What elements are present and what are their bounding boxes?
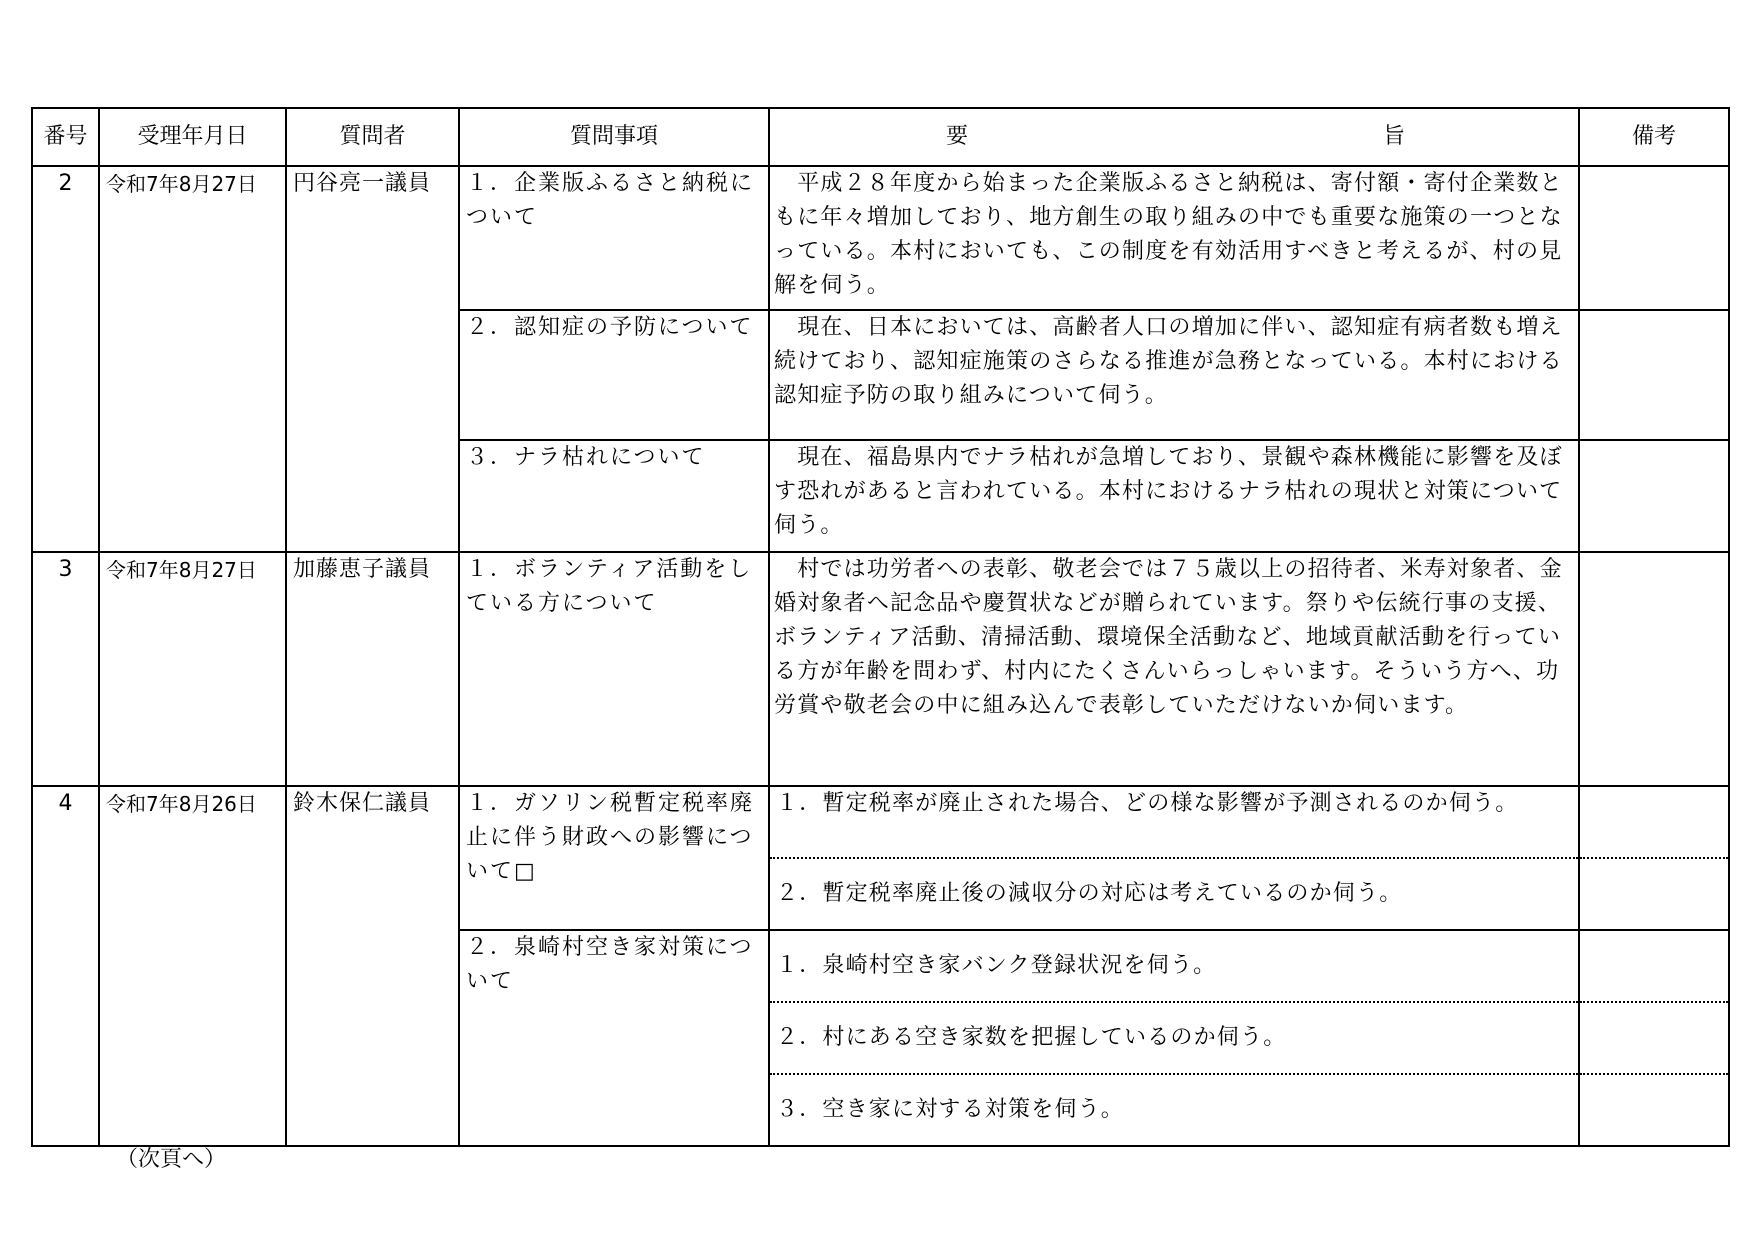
header-row	[32, 108, 1729, 166]
cell-item: ２．認知症の予防について	[459, 310, 769, 440]
cell-remarks	[1579, 552, 1729, 786]
cell-date: 令和7年8月27日	[99, 552, 286, 786]
header-remarks: 備考	[1579, 108, 1729, 166]
cell-item: １．ボランティア活動をしている方について	[459, 552, 769, 786]
cell-gist: 現在、日本においては、高齢者人口の増加に伴い、認知症有病者数も増え続けており、認知症施策のさらなる推進が急務となっている。本村における認知症予防の取り組みについて伺う。	[769, 310, 1579, 440]
header-item: 質問事項	[459, 108, 769, 166]
cell-gist-sub: １．暫定税率が廃止された場合、どの様な影響が予測されるのか伺う。	[769, 786, 1579, 858]
cell-remarks	[1579, 166, 1729, 310]
cell-item: ３．ナラ枯れについて	[459, 440, 769, 552]
table-row	[32, 552, 1729, 786]
cell-remarks	[1579, 858, 1729, 930]
cell-gist-sub: ２．暫定税率廃止後の減収分の対応は考えているのか伺う。	[769, 858, 1579, 930]
cell-gist-sub: ３．空き家に対する対策を伺う。	[769, 1074, 1579, 1146]
cell-number: 4	[32, 786, 99, 1146]
cell-gist-sub: １．泉崎村空き家バンク登録状況を伺う。	[769, 930, 1579, 1002]
cell-remarks	[1579, 1074, 1729, 1146]
question-table	[31, 107, 1730, 1147]
cell-remarks	[1579, 310, 1729, 440]
cell-gist: 平成２８年度から始まった企業版ふるさと納税は、寄付額・寄付企業数ともに年々増加しており、地方創生の取り組みの中でも重要な施策の一つとなっている。本村においても、この制度を有効活用すべきと考えるが、村の見解を伺う。	[769, 166, 1579, 310]
cell-remarks	[1579, 440, 1729, 552]
cell-questioner: 鈴木保仁議員	[286, 786, 459, 1146]
cell-gist: 現在、福島県内でナラ枯れが急増しており、景観や森林機能に影響を及ぼす恐れがあると言われている。本村におけるナラ枯れの現状と対策について伺う。	[769, 440, 1579, 552]
cell-remarks	[1579, 1002, 1729, 1074]
cell-date: 令和7年8月26日	[99, 786, 286, 1146]
cell-gist: 村では功労者への表彰、敬老会では７５歳以上の招待者、米寿対象者、金婚対象者へ記念品や慶賀状などが贈られています。祭りや伝統行事の支援、ボランティア活動、清掃活動、環境保全活動など、地域貢献活動を行っている方が年齢を問わず、村内にたくさんいらっしゃいます。そういう方へ、功労賞や敬老会の中に組み込んで表彰していただけないか伺います。	[769, 552, 1579, 786]
header-gist	[769, 108, 1579, 166]
cell-item: １．企業版ふるさと納税について	[459, 166, 769, 310]
header-number: 番号	[32, 108, 99, 166]
cell-date: 令和7年8月27日	[99, 166, 286, 552]
cell-number: 3	[32, 552, 99, 786]
table-row	[32, 786, 1729, 858]
header-questioner: 質問者	[286, 108, 459, 166]
header-gist-right: 旨	[1382, 124, 1405, 149]
cell-remarks	[1579, 930, 1729, 1002]
continued-next-page-note: （次頁へ）	[116, 1147, 227, 1172]
cell-remarks	[1579, 786, 1729, 858]
table-row	[32, 166, 1729, 310]
cell-item: １．ガソリン税暫定税率廃止に伴う財政への影響について□	[459, 786, 769, 930]
cell-number: 2	[32, 166, 99, 552]
cell-questioner: 加藤恵子議員	[286, 552, 459, 786]
cell-item: ２．泉崎村空き家対策について	[459, 930, 769, 1146]
cell-gist-sub: ２．村にある空き家数を把握しているのか伺う。	[769, 1002, 1579, 1074]
header-gist-left: 要	[946, 124, 969, 149]
header-date: 受理年月日	[99, 108, 286, 166]
cell-questioner: 円谷亮一議員	[286, 166, 459, 552]
